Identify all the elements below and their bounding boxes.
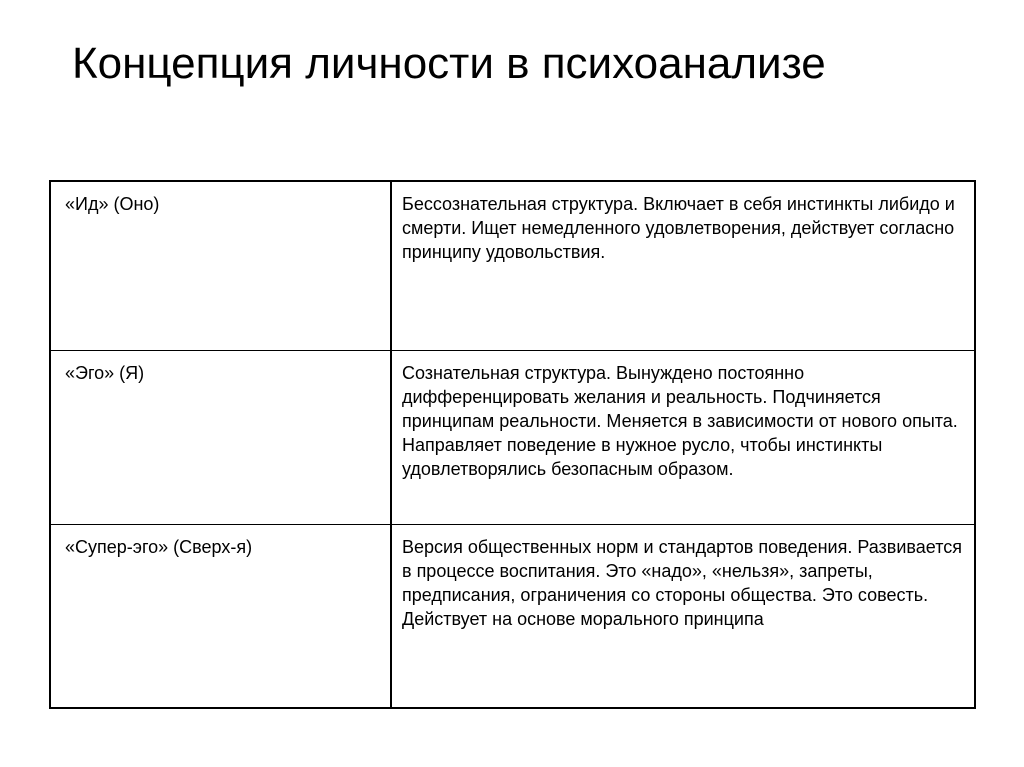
concept-table [49,180,976,709]
description-cell-id: Бессознательная структура. Включает в себя инстинкты либидо и смерти. Ищет немедленного удовлетворения, действует согласно принципу удовольствия. [391,181,975,350]
description-cell-superego: Версия общественных норм и стандартов поведения. Развивается в процессе воспитания. Это «надо», «нельзя», запреты, предписания, ограничения со стороны общества. Это совесть. Действует на основе морального принципа [391,524,975,708]
page-title: Концепция личности в психоанализе [72,39,826,88]
term-cell-ego: «Эго» (Я) [50,350,391,524]
description-cell-ego: Сознательная структура. Вынуждено постоянно дифференцировать желания и реальность. Подчиняется принципам реальности. Меняется в зависимости от нового опыта. Направляет поведение в нужное русло, чтобы инстинкты удовлетворялись безопасным образом. [391,350,975,524]
table-row-ego [50,350,975,524]
table-row-id [50,181,975,350]
term-cell-superego: «Супер-эго» (Сверх-я) [50,524,391,708]
term-cell-id: «Ид» (Оно) [50,181,391,350]
table-row-superego [50,524,975,708]
